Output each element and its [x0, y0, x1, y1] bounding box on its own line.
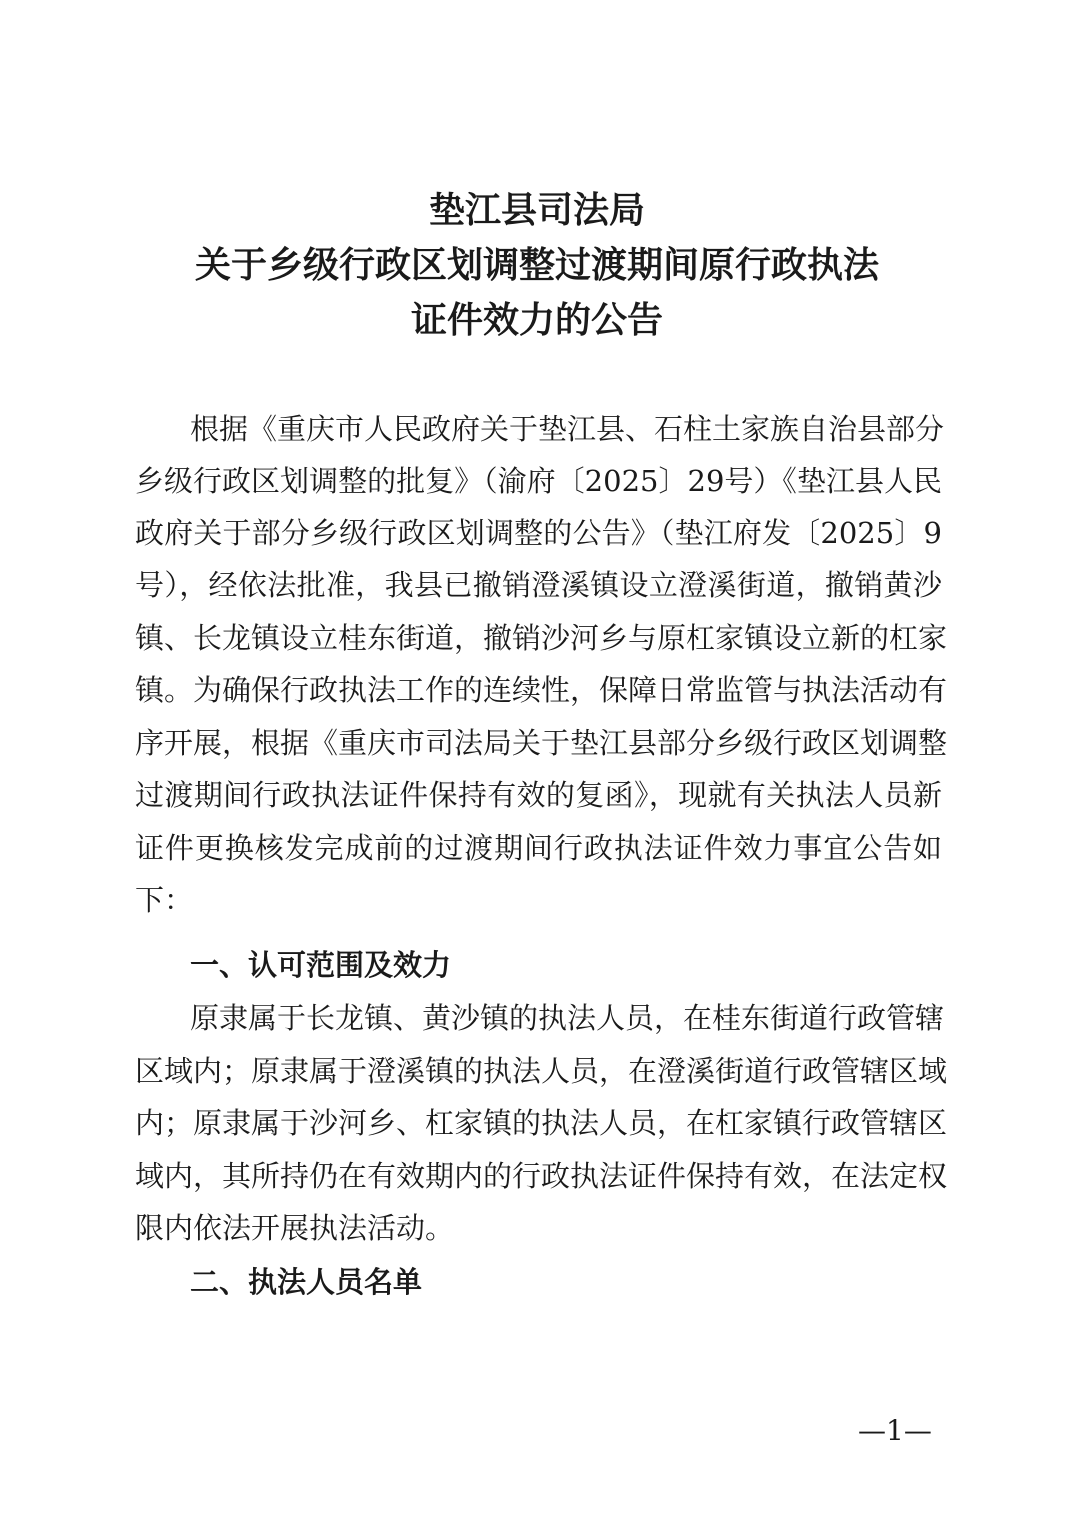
paragraph-line: 区域内；原隶属于澄溪镇的执法人员，在澄溪街道行政管辖区域 — [135, 1054, 948, 1088]
page-number: —1— — [858, 1414, 932, 1447]
paragraph-line: 镇。为确保行政执法工作的连续性，保障日常监管与执法活动有 — [135, 673, 948, 707]
title-line-3: 证件效力的公告 — [410, 299, 663, 341]
title-line-2: 关于乡级行政区划调整过渡期间原行政执法 — [194, 244, 879, 286]
paragraph-line: 序开展，根据《重庆市司法局关于垫江县部分乡级行政区划调整 — [135, 726, 948, 760]
paragraph-line: 根据《重庆市人民政府关于垫江县、石柱土家族自治县部分 — [190, 412, 945, 446]
paragraph-line: 证件更换核发完成前的过渡期间行政执法证件效力事宜公告如 — [135, 831, 942, 865]
paragraph-line: 镇、长龙镇设立桂东街道，撤销沙河乡与原杠家镇设立新的杠家 — [135, 621, 948, 655]
paragraph-line: 政府关于部分乡级行政区划调整的公告》（垫江府发〔2025〕9 — [135, 516, 942, 550]
paragraph-line: 下： — [135, 883, 194, 917]
paragraph-line: 过渡期间行政执法证件保持有效的复函》，现就有关执法人员新 — [135, 778, 942, 812]
paragraph-line: 乡级行政区划调整的批复》（渝府〔2025〕29号）《垫江县人民 — [135, 464, 942, 498]
title-line-1: 垫江县司法局 — [428, 189, 645, 231]
section-heading-1: 一、认可范围及效力 — [190, 948, 452, 982]
paragraph-line: 内；原隶属于沙河乡、杠家镇的执法人员，在杠家镇行政管辖区 — [135, 1106, 948, 1140]
paragraph-line: 原隶属于长龙镇、黄沙镇的执法人员，在桂东街道行政管辖 — [190, 1001, 945, 1035]
paragraph-line: 限内依法开展执法活动。 — [135, 1211, 455, 1245]
paragraph-line: 域内，其所持仍在有效期内的行政执法证件保持有效，在法定权 — [135, 1159, 948, 1193]
section-heading-2: 二、执法人员名单 — [190, 1265, 423, 1299]
paragraph-line: 号），经依法批准，我县已撤销澄溪镇设立澄溪街道，撤销黄沙 — [135, 568, 942, 602]
